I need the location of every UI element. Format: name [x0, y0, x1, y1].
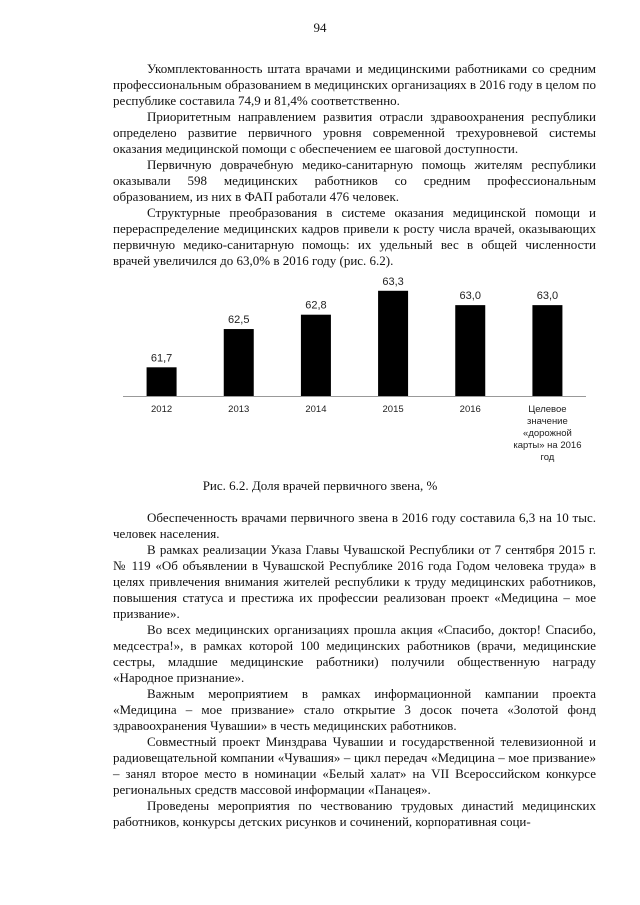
paragraph: Обеспеченность врачами первичного звена в 2016 году составила 6,3 на 10 тыс. человек населения. [113, 510, 596, 541]
paragraph: Важным мероприятием в рамках информационной кампании проекта «Медицина – мое призвание» стало открытие 3 досок почета «Золотой фонд здравоохранения Чувашии» в честь медицинских работников. [113, 686, 596, 733]
bar [147, 367, 177, 396]
paragraph: Первичную доврачебную медико-санитарную помощь жителям республики оказывали 598 медицинских работников со средним профессиональным образованием, из них в ФАП работали 476 человек. [113, 157, 596, 204]
page-number: 94 [313, 20, 327, 35]
paragraph: Проведены мероприятия по чествованию трудовых династий медицинских работников, конкурсы детских рисунков и сочинений, корпоративная соци- [113, 798, 596, 829]
data-label: 62,5 [228, 314, 250, 327]
data-label: 63,0 [459, 290, 481, 303]
paragraph: Структурные преобразования в системе оказания медицинской помощи и перераспределение медицинских кадров привели к росту числа врачей, оказывающих первичную медико-санитарную помощь: их удельный вес в общей численности врачей увеличился до 63,0% в 2016 году (рис. 6.2). [113, 205, 596, 268]
paragraph: В рамках реализации Указа Главы Чувашской Республики от 7 сентября 2015 г. № 119 «Об объявлении в Чувашской Республике 2016 года Годом человека труда» в целях привлечения внимания жителей республики к труду медицинских работников, повышения статуса и престижа их профессии реализован проект «Медицина – мое призвание». [113, 542, 596, 621]
x-tick-label: 2013 [228, 404, 250, 415]
x-tick-label: 2014 [305, 404, 327, 415]
text-block-bottom [113, 510, 596, 830]
bar [378, 291, 408, 396]
bar [301, 315, 331, 396]
text-block-top [113, 61, 596, 269]
bar [224, 329, 254, 396]
data-label: 62,8 [305, 299, 327, 312]
paragraph: Укомплектованность штата врачами и медицинскими работниками со средним профессиональным образованием в медицинских организациях в 2016 году в целом по республике составила 74,9 и 81,4% соответственно. [113, 61, 596, 108]
bar [455, 305, 485, 396]
x-tick-label: 2012 [151, 404, 173, 415]
paragraph: Приоритетным направлением развития отрасли здравоохранения республики определено развитие первичного уровня современной трехуровневой системы оказания медицинской помощи с обеспечением ее шаговой доступности. [113, 109, 596, 156]
data-label: 63,3 [382, 275, 404, 288]
paragraph: Во всех медицинских организациях прошла акция «Спасибо, доктор! Спасибо, медсестра!», в рамках которой 100 медицинских работников (врачи, медицинские сестры, младшие медицинские работники) получили общественную награду «Народное признание». [113, 622, 596, 685]
x-tick-label: 2016 [459, 404, 481, 415]
x-tick-label: Целевое значение «дорожной карты» на 2016 год [513, 404, 582, 463]
bar [532, 305, 562, 396]
figure-caption: Рис. 6.2. Доля врачей первичного звена, % [202, 478, 438, 493]
x-tick-label: 2015 [382, 404, 404, 415]
bar-chart [113, 275, 596, 472]
paragraph: Совместный проект Минздрава Чувашии и государственной телевизионной и радиовещательной компании «Чувашия» – цикл передач «Медицина – мое призвание» – занял второе место в номинации «Белый халат» на VII Всероссийском конкурсе региональных средств массовой информации «Панацея». [113, 734, 596, 797]
data-label: 61,7 [150, 352, 173, 365]
data-label: 63,0 [536, 290, 559, 303]
bar-chart-svg [113, 275, 596, 472]
